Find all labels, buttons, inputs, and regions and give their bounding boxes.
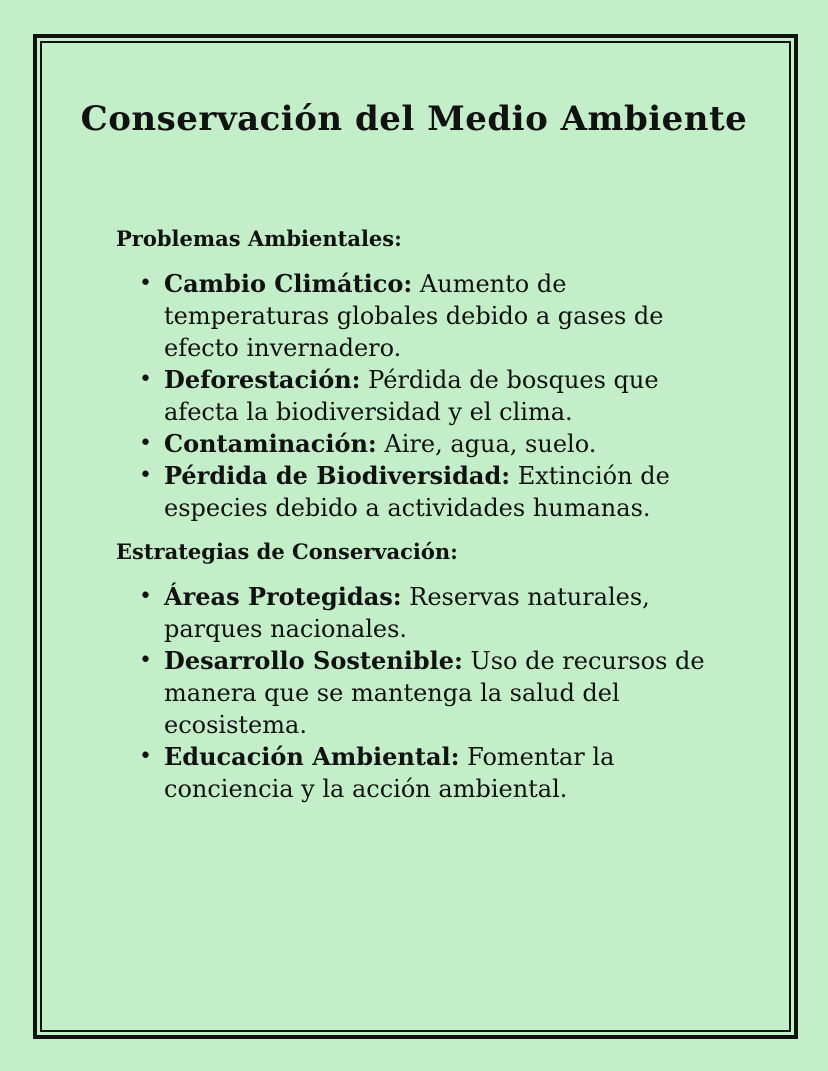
list-item bbox=[139, 741, 716, 805]
bullet-list bbox=[116, 268, 716, 524]
item-term: Desarrollo Sostenible: bbox=[164, 646, 463, 675]
item-term: Pérdida de Biodiversidad: bbox=[164, 461, 511, 490]
bullet-icon: • bbox=[139, 584, 152, 609]
item-term: Deforestación: bbox=[164, 365, 361, 394]
item-term: Áreas Protegidas: bbox=[164, 582, 402, 611]
item-text: Fomentar la conciencia y la acción ambiental. bbox=[164, 743, 615, 803]
item-text: Aumento de temperaturas globales debido a gases de efecto invernadero. bbox=[164, 270, 664, 362]
item-term: Contaminación: bbox=[164, 429, 377, 458]
bullet-icon: • bbox=[139, 648, 152, 673]
bullet-icon: • bbox=[139, 744, 152, 769]
item-term: Educación Ambiental: bbox=[164, 742, 460, 771]
list-item bbox=[139, 645, 716, 741]
page-title: Conservación del Medio Ambiente bbox=[80, 99, 748, 139]
section-heading: Problemas Ambientales: bbox=[116, 226, 402, 251]
section-estrategias-conservacion bbox=[116, 536, 716, 805]
list-item bbox=[139, 268, 716, 364]
item-text: Uso de recursos de manera que se mantenga la salud del ecosistema. bbox=[164, 647, 705, 739]
list-item bbox=[139, 428, 716, 460]
bullet-icon: • bbox=[139, 271, 152, 296]
item-text: Pérdida de bosques que afecta la biodiversidad y el clima. bbox=[164, 366, 659, 426]
item-text: Reservas naturales, parques nacionales. bbox=[164, 583, 650, 643]
list-item bbox=[139, 364, 716, 428]
bullet-list bbox=[116, 581, 716, 805]
section-heading: Estrategias de Conservación: bbox=[116, 539, 458, 564]
list-item bbox=[139, 581, 716, 645]
item-text: Extinción de especies debido a actividades humanas. bbox=[164, 462, 670, 522]
section-problemas-ambientales bbox=[116, 223, 716, 524]
bullet-icon: • bbox=[139, 367, 152, 392]
item-text: Aire, agua, suelo. bbox=[384, 430, 597, 458]
bullet-icon: • bbox=[139, 431, 152, 456]
bullet-icon: • bbox=[139, 463, 152, 488]
list-item bbox=[139, 460, 716, 524]
document-content bbox=[116, 223, 716, 805]
item-term: Cambio Climático: bbox=[164, 269, 413, 298]
